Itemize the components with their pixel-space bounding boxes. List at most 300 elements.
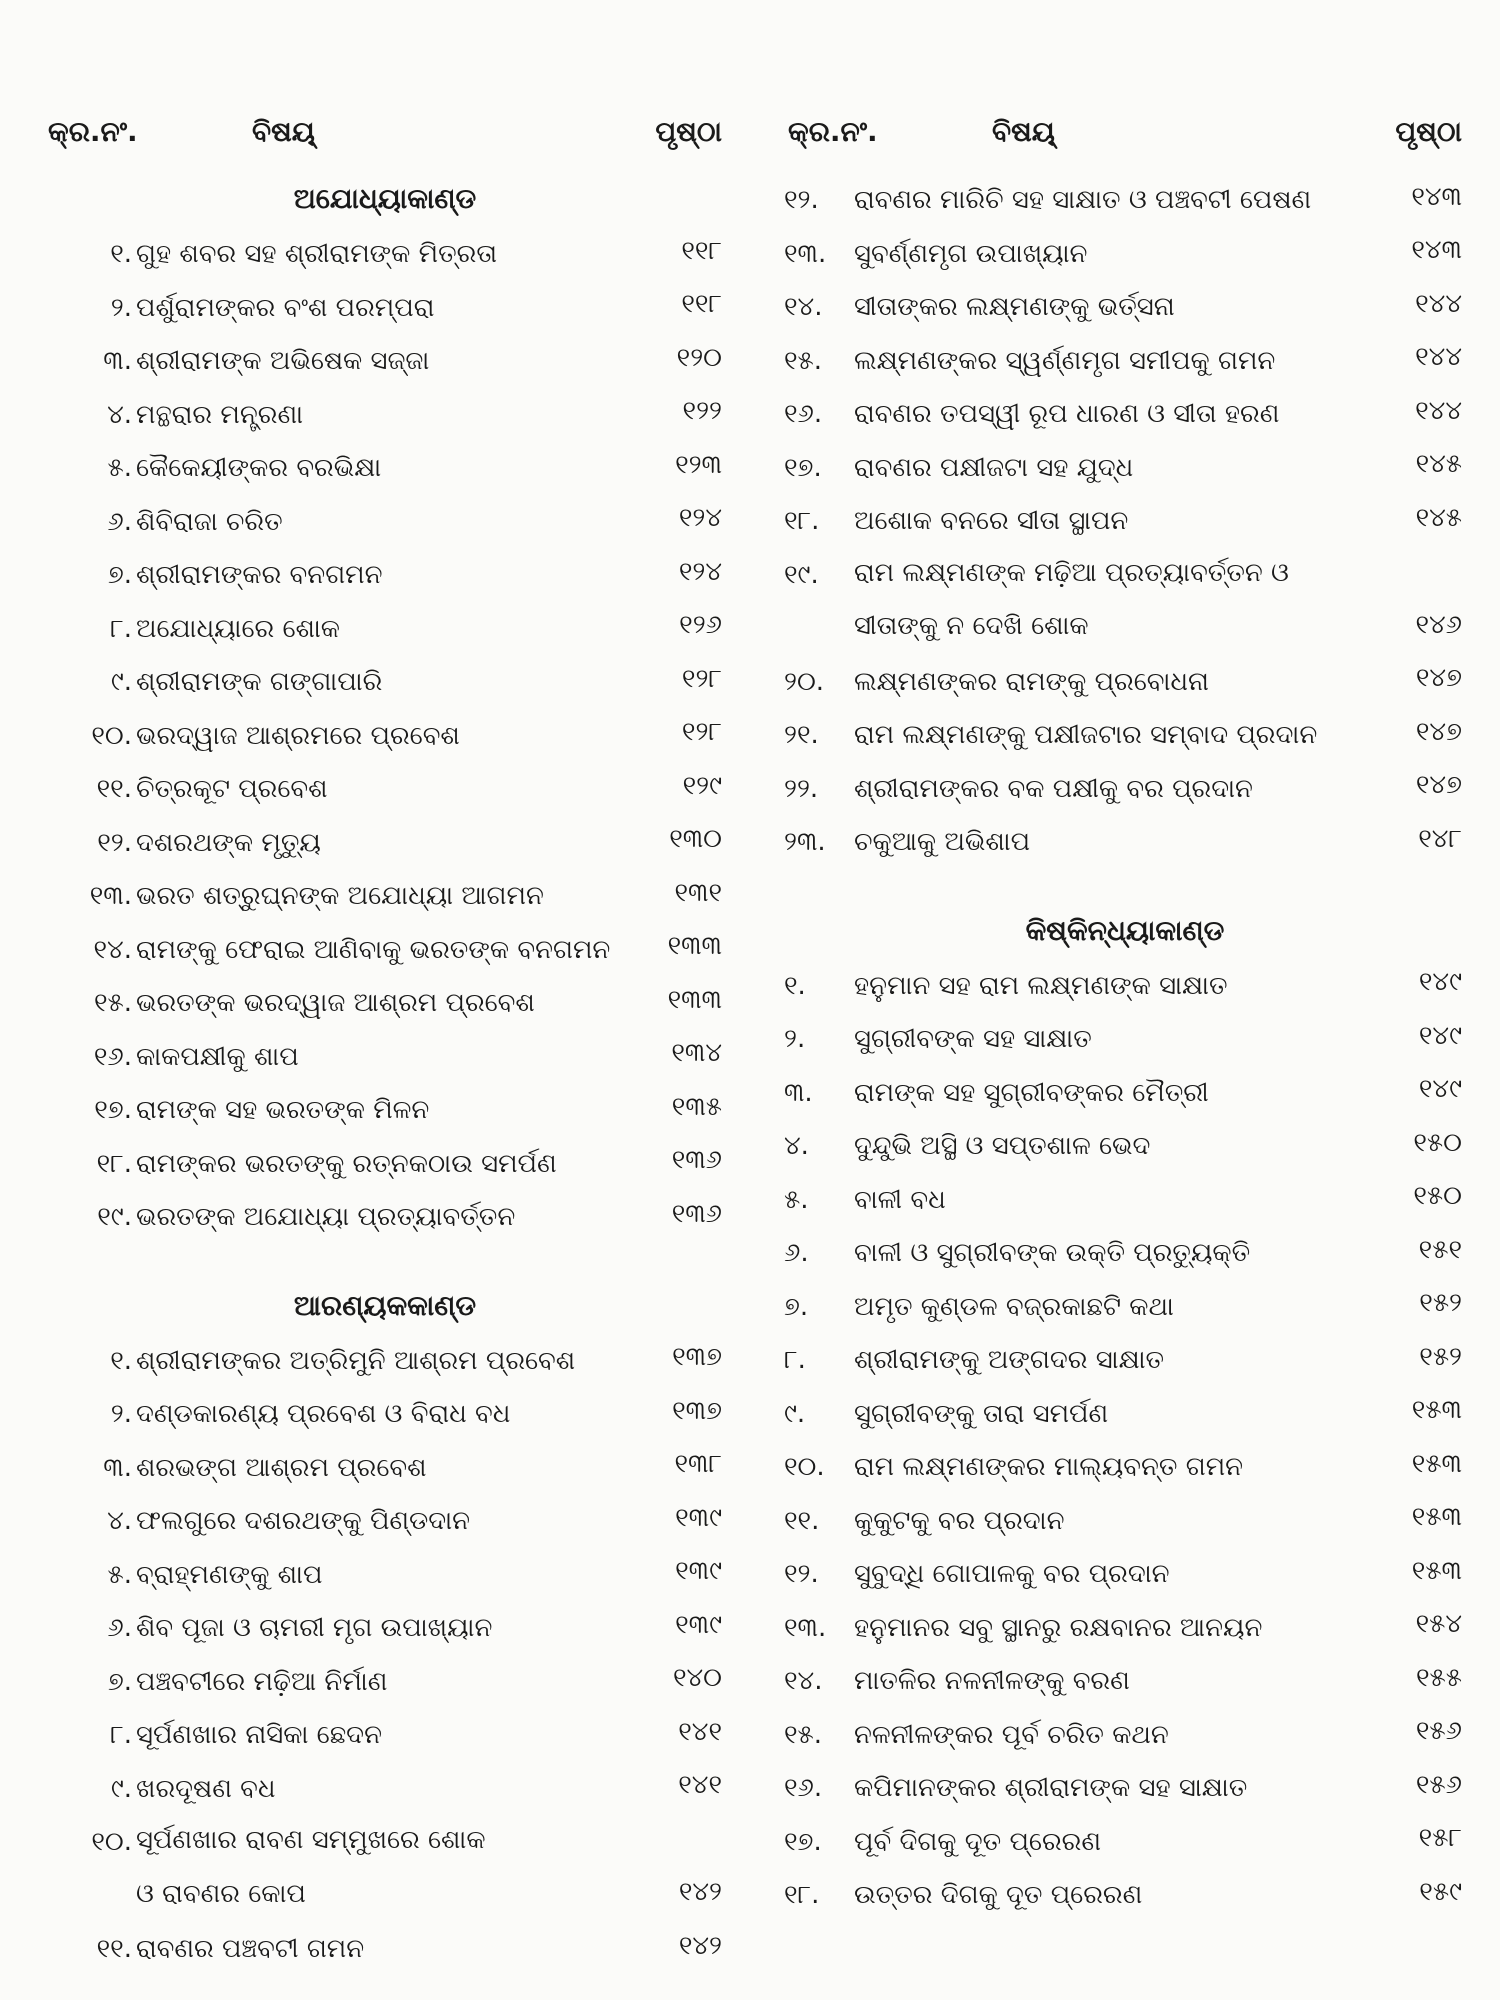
entry-title-line: ଶ୍ରୀରାମଙ୍କର ବକ ପକ୍ଷୀକୁ ବର ପ୍ରଦାନ (854, 773, 1253, 804)
entry-page: ୧୫୩ (1411, 1395, 1462, 1425)
entry-title (136, 988, 638, 1019)
entry-page: ୧୪୫ (1415, 449, 1462, 479)
entry-number: ୭. (107, 560, 132, 590)
contents-entry (780, 1439, 1470, 1493)
entry-title (136, 1667, 638, 1698)
entry-title (136, 721, 638, 752)
entry-number: ୬. (784, 1238, 809, 1268)
entry-page: ୧୪୮ (1418, 823, 1462, 854)
entry-page: ୧୪୨ (678, 1877, 722, 1907)
contents-entry (40, 601, 730, 655)
entry-title-line: ଶ୍ରୀରାମଙ୍କ ଅଭିଷେକ ସଜ୍ଜା (136, 346, 430, 376)
entry-page: ୧୫୮ (1418, 1823, 1462, 1853)
entry-page: ୧୩୬ (671, 1198, 722, 1229)
entry-page: ୧୩୪ (671, 1038, 722, 1068)
entry-title (136, 560, 638, 591)
contents-entry (780, 547, 1470, 654)
entry-title-line: ହନୁମାନର ସବୁ ସ୍ଥାନରୁ ରକ୍ଷବାନର ଆନୟନ (854, 1612, 1263, 1643)
entry-title-line: ଚିତ୍ରକୂଟ ପ୍ରବେଶ (136, 774, 328, 804)
entry-title-line: କୈକେୟୀଙ୍କର ବରଭିକ୍ଷା (136, 453, 382, 483)
entry-number: ୧୮. (784, 1880, 820, 1910)
entry-title (136, 1560, 638, 1591)
entry-title-line: ପଞ୍ଚବଟୀରେ ମଢ଼ିଆ ନିର୍ମାଣ (136, 1666, 388, 1697)
entry-number: ୧୨. (97, 827, 132, 858)
entry-page: ୧୩୫ (671, 1091, 722, 1122)
entry-title-line: ସୂର୍ପଣଖାର ରାବଣ ସମ୍ମୁଖରେ ଶୋକ (136, 1825, 486, 1855)
entry-title-line: ଅଯୋଧ୍ୟାରେ ଶୋକ (136, 613, 340, 644)
entry-title-line: ସୁବର୍ଣ୍ଣମୃଗ ଉପାଖ୍ୟାନ (854, 238, 1088, 269)
contents-entry (780, 1386, 1470, 1440)
entry-number: ୨. (110, 1399, 132, 1429)
entry-title (854, 1773, 1386, 1804)
contents-entry (780, 1225, 1470, 1279)
contents-entry (40, 1493, 730, 1547)
entry-title-line: ଦଶରଥଙ୍କ ମୃତ୍ୟୁ (136, 827, 321, 858)
entry-title-line: ରାମ ଲକ୍ଷ୍ମଣଙ୍କୁ ପକ୍ଷୀଜଟାର ସମ୍ବାଦ ପ୍ରଦାନ (854, 720, 1318, 750)
entry-number: ୧୩. (784, 1612, 827, 1643)
entry-title (136, 293, 638, 324)
entry-title-line: ଭରତଙ୍କ ଅଯୋଧ୍ୟା ପ୍ରତ୍ୟାବର୍ତ୍ତନ (136, 1202, 516, 1232)
section-title: ଆରଣ୍ୟକକାଣ୍ଡ (293, 1288, 477, 1322)
entry-title-line: ସୂର୍ପଣଖାର ନାସିକା ଛେଦନ (136, 1720, 382, 1750)
entry-page: ୧୫୨ (1419, 1341, 1462, 1372)
contents-entry (780, 1011, 1470, 1065)
entry-title (854, 1720, 1386, 1751)
header-serial-no: କ୍ର.ନଂ. (48, 115, 138, 148)
entry-number: ୧୯. (97, 1202, 132, 1232)
entry-page: ୧୩୩ (667, 931, 722, 961)
contents-entry (40, 1600, 730, 1654)
entry-title-line: ସୀତାଙ୍କର ଲକ୍ଷ୍ମଣଙ୍କୁ ଭର୍ତ୍ସନା (854, 292, 1175, 322)
entry-title (854, 1827, 1386, 1858)
entry-page: ୧୪୭ (1415, 663, 1462, 693)
entry-title-line: ରାବଣର ମାରିଚି ସହ ସାକ୍ଷାତ ଓ ପଞ୍ଚବଟୀ ପେଷଣ (854, 185, 1312, 215)
entry-title (854, 667, 1386, 698)
contents-entry (40, 1547, 730, 1601)
entry-page: ୧୨୪ (678, 556, 722, 587)
contents-entry (40, 494, 730, 548)
entry-title-line: ହନୁମାନ ସହ ରାମ ଲକ୍ଷ୍ମଣଙ୍କ ସାକ୍ଷାତ (854, 970, 1228, 1001)
entry-title (136, 1934, 638, 1965)
entry-title-line: ଅଶୋକ ବନରେ ସୀତା ସ୍ଥାପନ (854, 506, 1129, 536)
entry-number: ୪. (784, 1131, 809, 1161)
entry-number: ୭. (107, 1666, 132, 1697)
contents-entry (780, 1172, 1470, 1226)
entry-number: ୩. (784, 1077, 813, 1108)
contents-entry (40, 708, 730, 762)
entry-page: ୧୫୫ (1416, 1662, 1462, 1693)
entry-title (136, 1042, 638, 1073)
entry-page: ୧୪୩ (1411, 181, 1462, 212)
entry-title (854, 547, 1386, 654)
contents-entry (40, 761, 730, 815)
contents-entry (40, 975, 730, 1029)
contents-entry (40, 1707, 730, 1761)
entry-number: ୧୫. (93, 988, 132, 1018)
entry-title (854, 292, 1386, 323)
contents-entry (780, 1332, 1470, 1386)
contents-entry (780, 1118, 1470, 1172)
entry-page: ୧୨୪ (678, 503, 722, 533)
entry-page: ୧୫୯ (1419, 1876, 1462, 1907)
entry-title (854, 1613, 1386, 1644)
entry-title (854, 506, 1386, 537)
contents-list (780, 172, 1470, 1921)
entry-number: ୯. (110, 1773, 132, 1804)
contents-entry (40, 1440, 730, 1494)
entry-page: ୧୩୭ (672, 1395, 722, 1426)
entry-title (136, 1149, 638, 1180)
entry-title-line: ଶ୍ରୀରାମଙ୍କର ବନଗମନ (136, 560, 383, 590)
entry-title-line: ଭରତ ଶତ୍ରୁଘ୍ନଙ୍କ ଅଯୋଧ୍ୟା ଆଗମନ (136, 881, 544, 911)
entry-number: ୧୫. (784, 1719, 823, 1750)
entry-number: ୧୪. (784, 1666, 823, 1696)
entry-page: ୧୩୭ (672, 1342, 722, 1372)
contents-entry (780, 172, 1470, 226)
entry-title (854, 1452, 1386, 1483)
entry-number: ୩. (103, 1452, 132, 1483)
entry-number: ୧୪. (784, 292, 823, 322)
contents-entry (40, 1814, 730, 1921)
entry-number: ୫. (107, 1559, 132, 1590)
entry-title (854, 185, 1386, 216)
contents-entry (780, 1600, 1470, 1654)
entry-page: ୧୩୯ (675, 1609, 722, 1640)
contents-entry (40, 226, 730, 280)
entry-number: ୪. (107, 399, 132, 430)
entry-title (854, 453, 1386, 484)
entry-title (854, 1399, 1386, 1430)
column-header (780, 112, 1470, 152)
entry-title-line: କୁକୁଟକୁ ବର ପ୍ରଦାନ (854, 1505, 1065, 1536)
entry-title (136, 667, 638, 698)
contents-list (40, 172, 730, 1975)
entry-title-line: ରାମଙ୍କର ଭରତଙ୍କୁ ରତ୍ନକଠାଉ ସମର୍ପଣ (136, 1148, 557, 1179)
entry-number: ୨୨. (784, 773, 819, 804)
entry-page: ୧୪୭ (1415, 716, 1462, 747)
entry-page: ୧୨୩ (675, 449, 722, 480)
entry-page: ୧୩୯ (675, 1556, 722, 1586)
entry-number: ୧୩. (89, 881, 132, 911)
entry-number: ୧୫. (784, 345, 823, 376)
entry-page: ୧୫୩ (1411, 1502, 1462, 1532)
entry-title-line: ରାମଙ୍କ ସହ ସୁଗ୍ରୀବଙ୍କର ମୈତ୍ରୀ (854, 1077, 1209, 1108)
entry-title-line: ପୂର୍ବ ଦିଗକୁ ଦୂତ ପ୍ରେରଣ (854, 1826, 1102, 1857)
contents-entry (40, 1333, 730, 1387)
contents-entry (780, 654, 1470, 708)
entry-page: ୧୧୮ (681, 289, 722, 319)
entry-title (136, 239, 638, 270)
entry-title (854, 827, 1386, 858)
entry-number: ୮. (110, 1720, 132, 1750)
entry-number: ୯. (784, 1398, 806, 1429)
entry-title (854, 399, 1386, 430)
entry-page: ୧୫୪ (1415, 1609, 1462, 1639)
entry-title (854, 1880, 1386, 1911)
entry-number: ୨୩. (784, 827, 826, 857)
entry-page: ୧୪୯ (1418, 1020, 1462, 1051)
section-title: କିଷ୍କିନ୍ଧ୍ୟାକାଣ୍ଡ (1025, 913, 1225, 947)
entry-title (854, 1292, 1386, 1323)
contents-entry (40, 1921, 730, 1975)
entry-number: ୨୦. (784, 666, 825, 697)
entry-number: ୧୭. (94, 1095, 132, 1125)
entry-title-line: ରାମ ଲକ୍ଷ୍ମଣଙ୍କର ମାଲ୍ୟବନ୍ତ ଗମନ (854, 1452, 1244, 1482)
entry-number: ୧. (784, 970, 806, 1001)
entry-title-line: ଚକୁଆକୁ ଅଭିଶାପ (854, 827, 1031, 857)
entry-title-line: ରାବଣର ତପସ୍ୱୀ ରୂପ ଧାରଣ ଓ ସୀତା ହରଣ (854, 399, 1280, 429)
entry-title (854, 1666, 1386, 1697)
entry-page: ୧୫୬ (1415, 1716, 1462, 1746)
header-page: ପୃଷ୍ଠା (1395, 115, 1462, 148)
entry-title (136, 453, 638, 484)
entry-page: ୧୪୯ (1418, 967, 1462, 997)
entry-title (854, 239, 1386, 270)
entry-page: ୧୫୩ (1411, 1555, 1462, 1586)
entry-title (136, 1506, 638, 1537)
entry-page: ୧୫୬ (1415, 1769, 1462, 1800)
entry-page: ୧୨୬ (679, 610, 722, 640)
entry-title-line: ରାମଙ୍କ ସହ ଭରତଙ୍କ ମିଳନ (136, 1095, 430, 1125)
contents-entry (780, 1065, 1470, 1119)
contents-entry (780, 226, 1470, 280)
entry-title-line: ଫଲଗୁରେ ଦଶରଥଙ୍କୁ ପିଣ୍ଡଦାନ (136, 1506, 471, 1536)
entry-number: ୧୩. (784, 238, 827, 269)
contents-entry (40, 387, 730, 441)
entry-title (136, 400, 638, 431)
contents-entry (780, 958, 1470, 1012)
entry-number: ୧. (110, 1345, 132, 1376)
entry-number: ୧୦. (784, 1452, 825, 1482)
entry-title-line: ଲକ୍ଷ୍ମଣଙ୍କର ସ୍ୱର୍ଣ୍ଣମୃଗ ସମୀପକୁ ଗମନ (854, 345, 1276, 376)
entry-page: ୧୩୩ (667, 984, 722, 1015)
contents-entry (40, 440, 730, 494)
entry-title (854, 1506, 1386, 1537)
entry-title-line: ଅମୃତ କୁଣ୍ଡଳ ବଜ୍ରକାଛଟି କଥା (854, 1291, 1174, 1322)
entry-number: ୬. (107, 506, 132, 537)
contents-entry (40, 280, 730, 334)
contents-entry (40, 1654, 730, 1708)
entry-page: ୧୪୦ (672, 1663, 722, 1693)
entry-title (136, 507, 638, 538)
entry-title (136, 1202, 638, 1233)
entry-page: ୧୫୦ (1413, 1127, 1462, 1158)
contents-entry (40, 1386, 730, 1440)
entry-number: ୨. (784, 1024, 806, 1054)
entry-number: ୧୬. (784, 399, 823, 429)
entry-number: ୧୮. (96, 1148, 132, 1179)
entry-page: ୧୨୮ (681, 717, 722, 747)
entry-title (136, 1720, 638, 1751)
entry-number: ୨. (110, 292, 132, 323)
contents-entry (40, 654, 730, 708)
header-subject: ବିଷୟ୍ (252, 115, 315, 148)
entry-number: ୧୭. (784, 452, 822, 483)
entry-number: ୬. (107, 1613, 132, 1643)
contents-entry (780, 1279, 1470, 1333)
entry-title-line: ରାବଣର ପକ୍ଷୀଜଟା ସହ ଯୁଦ୍ଧ (854, 452, 1134, 483)
entry-page: ୧୩୬ (671, 1145, 722, 1175)
contents-entry (40, 333, 730, 387)
contents-entry (780, 1707, 1470, 1761)
entry-page: ୧୫୩ (1411, 1448, 1462, 1479)
entry-title-line: ଲକ୍ଷ୍ମଣଙ୍କର ରାମଙ୍କୁ ପ୍ରବୋଧନା (854, 666, 1209, 697)
entry-page: ୧୩୮ (674, 1449, 722, 1479)
contents-entry (40, 1029, 730, 1083)
entry-title-line: ଗୁହ ଶବର ସହ ଶ୍ରୀରାମଙ୍କ ମିତ୍ରତା (136, 239, 498, 269)
entry-title (136, 881, 638, 912)
entry-number: ୧୦. (91, 720, 132, 751)
entry-page: ୧୪୧ (678, 1770, 722, 1800)
entry-page: ୧୧୮ (681, 235, 722, 266)
entry-title (136, 774, 638, 805)
entry-page: ୧୪୧ (678, 1716, 722, 1747)
header-page: ପୃଷ୍ଠା (655, 115, 722, 148)
entry-number: ୩. (103, 346, 132, 376)
entry-title (854, 774, 1386, 805)
entry-title (854, 971, 1386, 1002)
entry-number: ୭. (784, 1291, 809, 1322)
contents-entry (780, 1867, 1470, 1921)
entry-number: ୮. (784, 1345, 806, 1375)
contents-entry (780, 1760, 1470, 1814)
entry-page: ୧୪୩ (1411, 235, 1462, 265)
entry-title (136, 1399, 638, 1430)
entry-title-line: ବାଳୀ ବଧ (854, 1184, 946, 1215)
entry-page: ୧୪୬ (1415, 609, 1462, 640)
entry-number: ୫. (784, 1184, 809, 1215)
entry-title (136, 1814, 638, 1921)
contents-entry (780, 493, 1470, 547)
contents-entry (780, 440, 1470, 494)
entry-title (136, 1346, 638, 1377)
entry-title (136, 1613, 638, 1644)
entry-title-line: ଶ୍ରୀରାମଙ୍କୁ ଅଙ୍ଗଦର ସାକ୍ଷାତ (854, 1345, 1165, 1375)
contents-entry (40, 868, 730, 922)
entry-page: ୧୨୮ (681, 663, 722, 694)
entry-title (854, 346, 1386, 377)
entry-page: ୧୪୪ (1415, 342, 1462, 372)
entry-title (854, 1024, 1386, 1055)
contents-entry (40, 1136, 730, 1190)
entry-title-line: ବାଳୀ ଓ ସୁଗ୍ରୀବଙ୍କ ଉକ୍ତି ପ୍ରତ୍ୟୁକ୍ତି (854, 1238, 1251, 1268)
entry-title-line: ବ୍ରାହ୍ମଣଙ୍କୁ ଶାପ (136, 1559, 323, 1590)
header-subject: ବିଷୟ୍ (992, 115, 1055, 148)
contents-entry (780, 1493, 1470, 1547)
entry-title-line: ସୁଗ୍ରୀବଙ୍କ ସହ ସାକ୍ଷାତ (854, 1024, 1092, 1054)
entry-title (136, 614, 638, 645)
entry-number: ୧୪. (93, 934, 132, 965)
entry-page: ୧୨୦ (676, 342, 722, 373)
entry-page: ୧୫୨ (1419, 1288, 1462, 1318)
entry-page: ୧୨୯ (682, 770, 722, 801)
entry-title-line: ସୀତାଙ୍କୁ ନ ଦେଖି ଶୋକ (854, 611, 1089, 641)
entry-number: ୧. (110, 239, 132, 269)
entry-title (136, 1774, 638, 1805)
section-title: ଅଯୋଧ୍ୟାକାଣ୍ଡ (293, 182, 477, 215)
entry-number: ୧୧. (96, 1934, 132, 1964)
entry-page: ୧୩୦ (669, 824, 722, 854)
entry-title-line: ଶରଭଙ୍ଗ ଆଶ୍ରମ ପ୍ରବେଶ (136, 1452, 427, 1483)
entry-number: ୧୭. (784, 1826, 822, 1857)
entry-title-line: ରାବଣର ପଞ୍ଚବଟୀ ଗମନ (136, 1934, 365, 1964)
contents-entry (780, 333, 1470, 387)
contents-entry (40, 1082, 730, 1136)
entry-number: ୮. (110, 613, 132, 644)
entry-title-line: ପର୍ଶୁରାମଙ୍କର ବଂଶ ପରମ୍ପରା (136, 292, 435, 323)
entry-number: ୧୬. (784, 1773, 823, 1803)
entry-title-line: ଶିବିରାଜା ଚରିତ (136, 506, 283, 537)
entry-title-line: ଉତ୍ତର ଦିଗକୁ ଦୂତ ପ୍ରେରଣ (854, 1880, 1143, 1910)
entry-title-line: ସୁବୁଦ୍ଧି ଗୋପାଳକୁ ବର ପ୍ରଦାନ (854, 1559, 1170, 1589)
entry-title (136, 1095, 638, 1126)
entry-number: ୧୧. (96, 774, 132, 804)
entry-number: ୧୬. (93, 1041, 132, 1072)
entry-number: ୨୧. (784, 720, 819, 750)
entry-page: ୧୨୨ (682, 396, 722, 426)
entry-page: ୧୪୫ (1415, 502, 1462, 533)
column-header (40, 112, 730, 152)
entry-page: ୧୪୭ (1415, 770, 1462, 800)
entry-title-line: ରାମଙ୍କୁ ଫେରାଇ ଆଣିବାକୁ ଭରତଙ୍କ ବନଗମନ (136, 934, 611, 965)
contents-entry (780, 814, 1470, 868)
entry-title-line: ଓ ରାବଣର କୋପ (136, 1878, 306, 1909)
contents-entry (40, 815, 730, 869)
entry-title-line: ଭରଦ୍ୱାଜ ଆଶ୍ରମରେ ପ୍ରବେଶ (136, 720, 460, 751)
contents-entry (780, 1546, 1470, 1600)
entry-title (854, 1345, 1386, 1376)
entry-number: ୯. (110, 667, 132, 697)
entry-title (854, 1185, 1386, 1216)
contents-entry (40, 1761, 730, 1815)
entry-title-line: ସୁଗ୍ରୀବଙ୍କୁ ତାରା ସମର୍ପଣ (854, 1398, 1109, 1429)
entry-number: ୧୦. (91, 1827, 132, 1857)
entry-title-line: କପିମାନଙ୍କର ଶ୍ରୀରାମଙ୍କ ସହ ସାକ୍ଷାତ (854, 1773, 1248, 1803)
entry-title (854, 1559, 1386, 1590)
entry-title-line: ଶିବ ପୂଜା ଓ ଚାମରୀ ମୃଗ ଉପାଖ୍ୟାନ (136, 1613, 493, 1643)
entry-title (854, 720, 1386, 751)
contents-entry (780, 1814, 1470, 1868)
entry-title-line: ଶ୍ରୀରାମଙ୍କ ଗଙ୍ଗାପାରି (136, 667, 383, 697)
entry-title (136, 935, 638, 966)
entry-title-line: ଦଣ୍ଡକାରଣ୍ୟ ପ୍ରବେଶ ଓ ବିରାଧ ବଧ (136, 1399, 511, 1429)
entry-number: ୧୮. (784, 506, 820, 536)
entry-title-line: କାକପକ୍ଷୀକୁ ଶାପ (136, 1041, 299, 1072)
entry-title (854, 1238, 1386, 1269)
entry-title-line: ଦୁନ୍ଦୁଭି ଅସ୍ଥି ଓ ସପ୍ତଶାଳ ଭେଦ (854, 1131, 1151, 1161)
contents-entry (40, 547, 730, 601)
entry-page: ୧୪୪ (1415, 288, 1462, 319)
entry-page: ୧୪୪ (1415, 395, 1462, 426)
contents-entry (780, 761, 1470, 815)
entry-title-line: ମାତଳିର ନଳନୀଳଙ୍କୁ ବରଣ (854, 1666, 1130, 1696)
contents-entry (780, 707, 1470, 761)
entry-title-line: ଭରତଙ୍କ ଭରଦ୍ୱାଜ ଆଶ୍ରମ ପ୍ରବେଶ (136, 988, 535, 1018)
header-serial-no: କ୍ର.ନଂ. (788, 115, 878, 148)
entry-title (854, 1078, 1386, 1109)
entry-page: ୧୩୧ (674, 877, 722, 908)
entry-number: ୫. (107, 453, 132, 483)
entry-title-line: ନଳନୀଳଙ୍କର ପୂର୍ବ ଚରିତ କଥନ (854, 1719, 1169, 1750)
contents-entry (40, 1189, 730, 1243)
entry-number: ୧୨. (784, 1559, 819, 1589)
contents-entry (780, 1653, 1470, 1707)
entry-title-line: ଶ୍ରୀରାମଙ୍କର ଅତ୍ରିମୁନି ଆଶ୍ରମ ପ୍ରବେଶ (136, 1345, 576, 1376)
entry-page: ୧୪୯ (1418, 1074, 1462, 1104)
entry-number: ୧୧. (784, 1505, 820, 1536)
entry-title (136, 828, 638, 859)
entry-page: ୧୫୦ (1413, 1181, 1462, 1211)
